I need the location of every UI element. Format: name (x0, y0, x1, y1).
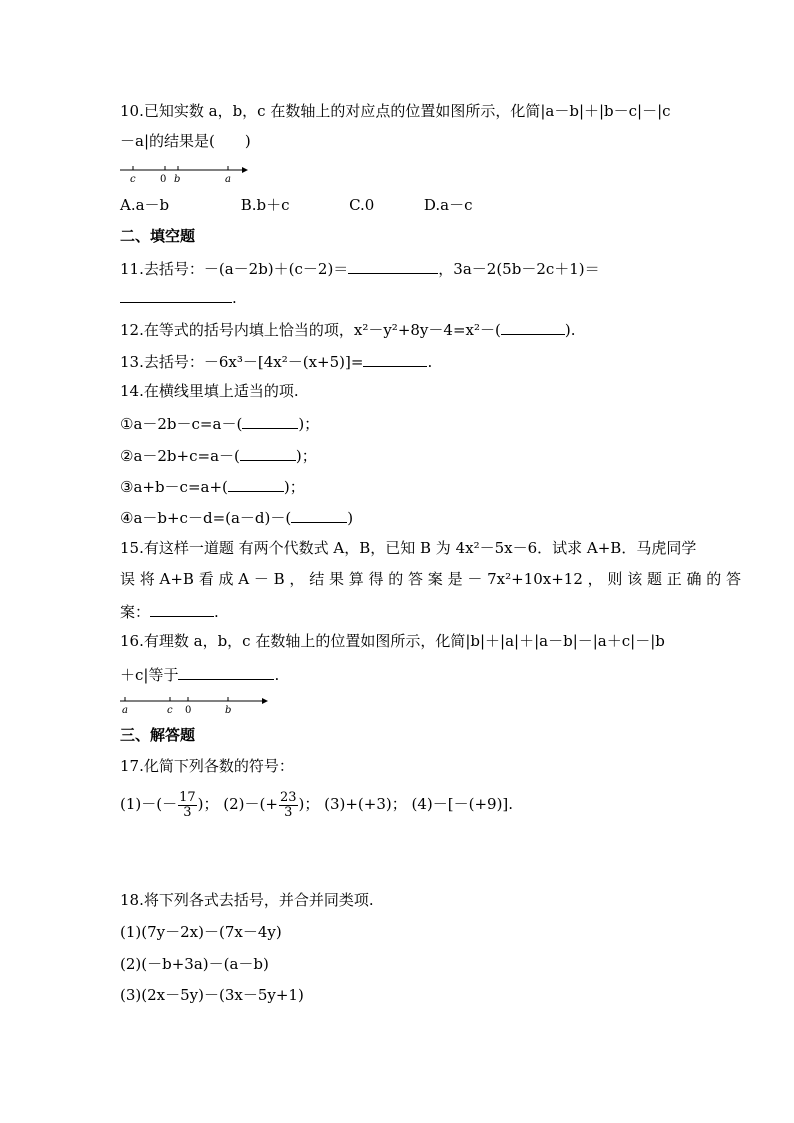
axis-label-zero: 0 (185, 705, 192, 716)
q11-end: . (232, 289, 237, 307)
q11-part2: ，3a－2(5b－2c＋1)＝ (438, 260, 600, 278)
q17-expr-2-start: )； (2)－(+ (197, 795, 278, 813)
q10-options (120, 195, 473, 215)
q14-item-pre: ④a－b+c－d=(a－d)－( (120, 509, 292, 527)
q11-blank-2 (120, 286, 232, 303)
fraction-23-3 (279, 791, 298, 820)
fraction-denominator: 3 (284, 804, 293, 820)
q17-expressions (120, 787, 513, 821)
axis-label-c: c (167, 705, 173, 716)
q14-item-post: )； (295, 447, 317, 465)
option-b: B.b＋c (240, 196, 290, 214)
option-d: D.a－c (423, 196, 473, 214)
q16-text-start: ＋c|等于 (120, 666, 179, 684)
q10-text-line1: 10.已知实数 a，b，c 在数轴上的对应点的位置如图所示，化简|a－b|＋|b－c|－|c (120, 102, 671, 120)
q15-text-line1: 15.有这样一道题 有两个代数式 A，B，已知 B 为 4x²－5x－6．试求 A+B．马虎同学 (120, 539, 697, 557)
q17-title: 17.化简下列各数的符号： (120, 757, 294, 775)
q13-part2: . (427, 353, 433, 371)
q18-item: (1)(7y－2x)－(7x－4y) (120, 923, 282, 941)
axis-label-a: a (122, 705, 128, 716)
q18-item: (3)(2x－5y)－(3x－5y+1) (120, 986, 304, 1004)
q14-item-pre: ③a+b－c=a+( (120, 478, 228, 496)
q14-item (120, 475, 305, 497)
q12-part2: ). (564, 321, 576, 339)
fraction-numerator: 23 (279, 789, 297, 805)
q18-item: (2)(－b+3a)－(a－b) (120, 955, 269, 973)
q14-blank (228, 475, 284, 492)
q16-text-line2 (120, 663, 279, 685)
option-c: C.0 (349, 196, 375, 214)
fraction-denominator: 3 (183, 804, 192, 820)
q16-text-line1: 16.有理数 a，b，c 在数轴上的位置如图所示，化简|b|＋|a|＋|a－b|－|a＋c|－|b (120, 632, 665, 650)
q15-blank (150, 600, 214, 617)
q14-item-pre: ①a－2b－c=a－( (120, 415, 243, 433)
q13-part1: 13.去括号：－6x³－[4x²－(x+5)]= (120, 353, 364, 371)
q12-blank (501, 318, 565, 335)
q18-title: 18.将下列各式去括号，并合并同类项. (120, 891, 374, 909)
q12-part1: 12.在等式的括号内填上恰当的项，x²－y²+8y－4=x²－( (120, 321, 501, 339)
q10-text-line2: －a|的结果是( ) (120, 132, 251, 150)
q10-number-line (118, 161, 253, 185)
q17-expr-rest: )； (3)+(+3)； (4)－[－(+9)]. (298, 795, 514, 813)
q13-text (120, 350, 432, 372)
q14-title: 14.在横线里填上适当的项. (120, 382, 299, 400)
option-a: A.a－b (120, 196, 170, 214)
q15-answer-label: 案： (120, 603, 151, 621)
fraction-17-3 (178, 791, 197, 820)
q14-item (120, 506, 353, 528)
q11-text (120, 257, 600, 279)
q17-expr-1-start: (1)－(－ (120, 795, 178, 813)
q11-blank-1 (348, 257, 438, 274)
q14-item-post: )； (298, 415, 320, 433)
q14-item-post: )； (283, 478, 305, 496)
axis-label-zero: 0 (160, 174, 167, 185)
axis-label-a: a (225, 174, 231, 185)
axis-label-b: b (174, 174, 181, 185)
q14-blank (242, 412, 298, 429)
q12-text (120, 318, 575, 340)
q11-part1: 11.去括号：－(a－2b)＋(c－2)＝ (120, 260, 349, 278)
q14-item (120, 444, 317, 466)
q14-item-post: ) (347, 509, 354, 527)
axis-label-c: c (130, 174, 136, 185)
q15-text-line3 (120, 600, 219, 622)
q14-blank (240, 444, 296, 461)
q13-blank (363, 350, 427, 367)
q14-item (120, 412, 319, 434)
q16-number-line (118, 694, 273, 716)
q14-item-pre: ②a－2b+c=a－( (120, 447, 240, 465)
q11-text-line2 (120, 286, 237, 308)
section-answer-heading: 三、解答题 (120, 726, 196, 744)
q15-text-line2: 误 将 A+B 看 成 A － B ， 结 果 算 得 的 答 案 是 － 7x²+10x+12 ， 则 该 题 正 确 的 答 (120, 570, 742, 588)
q16-end: . (274, 666, 280, 684)
q15-end: . (214, 603, 219, 621)
fraction-numerator: 17 (179, 789, 196, 805)
q14-blank (291, 506, 347, 523)
axis-label-b: b (225, 705, 232, 716)
section-fill-in-heading: 二、填空题 (120, 227, 196, 245)
q16-blank (178, 663, 274, 680)
